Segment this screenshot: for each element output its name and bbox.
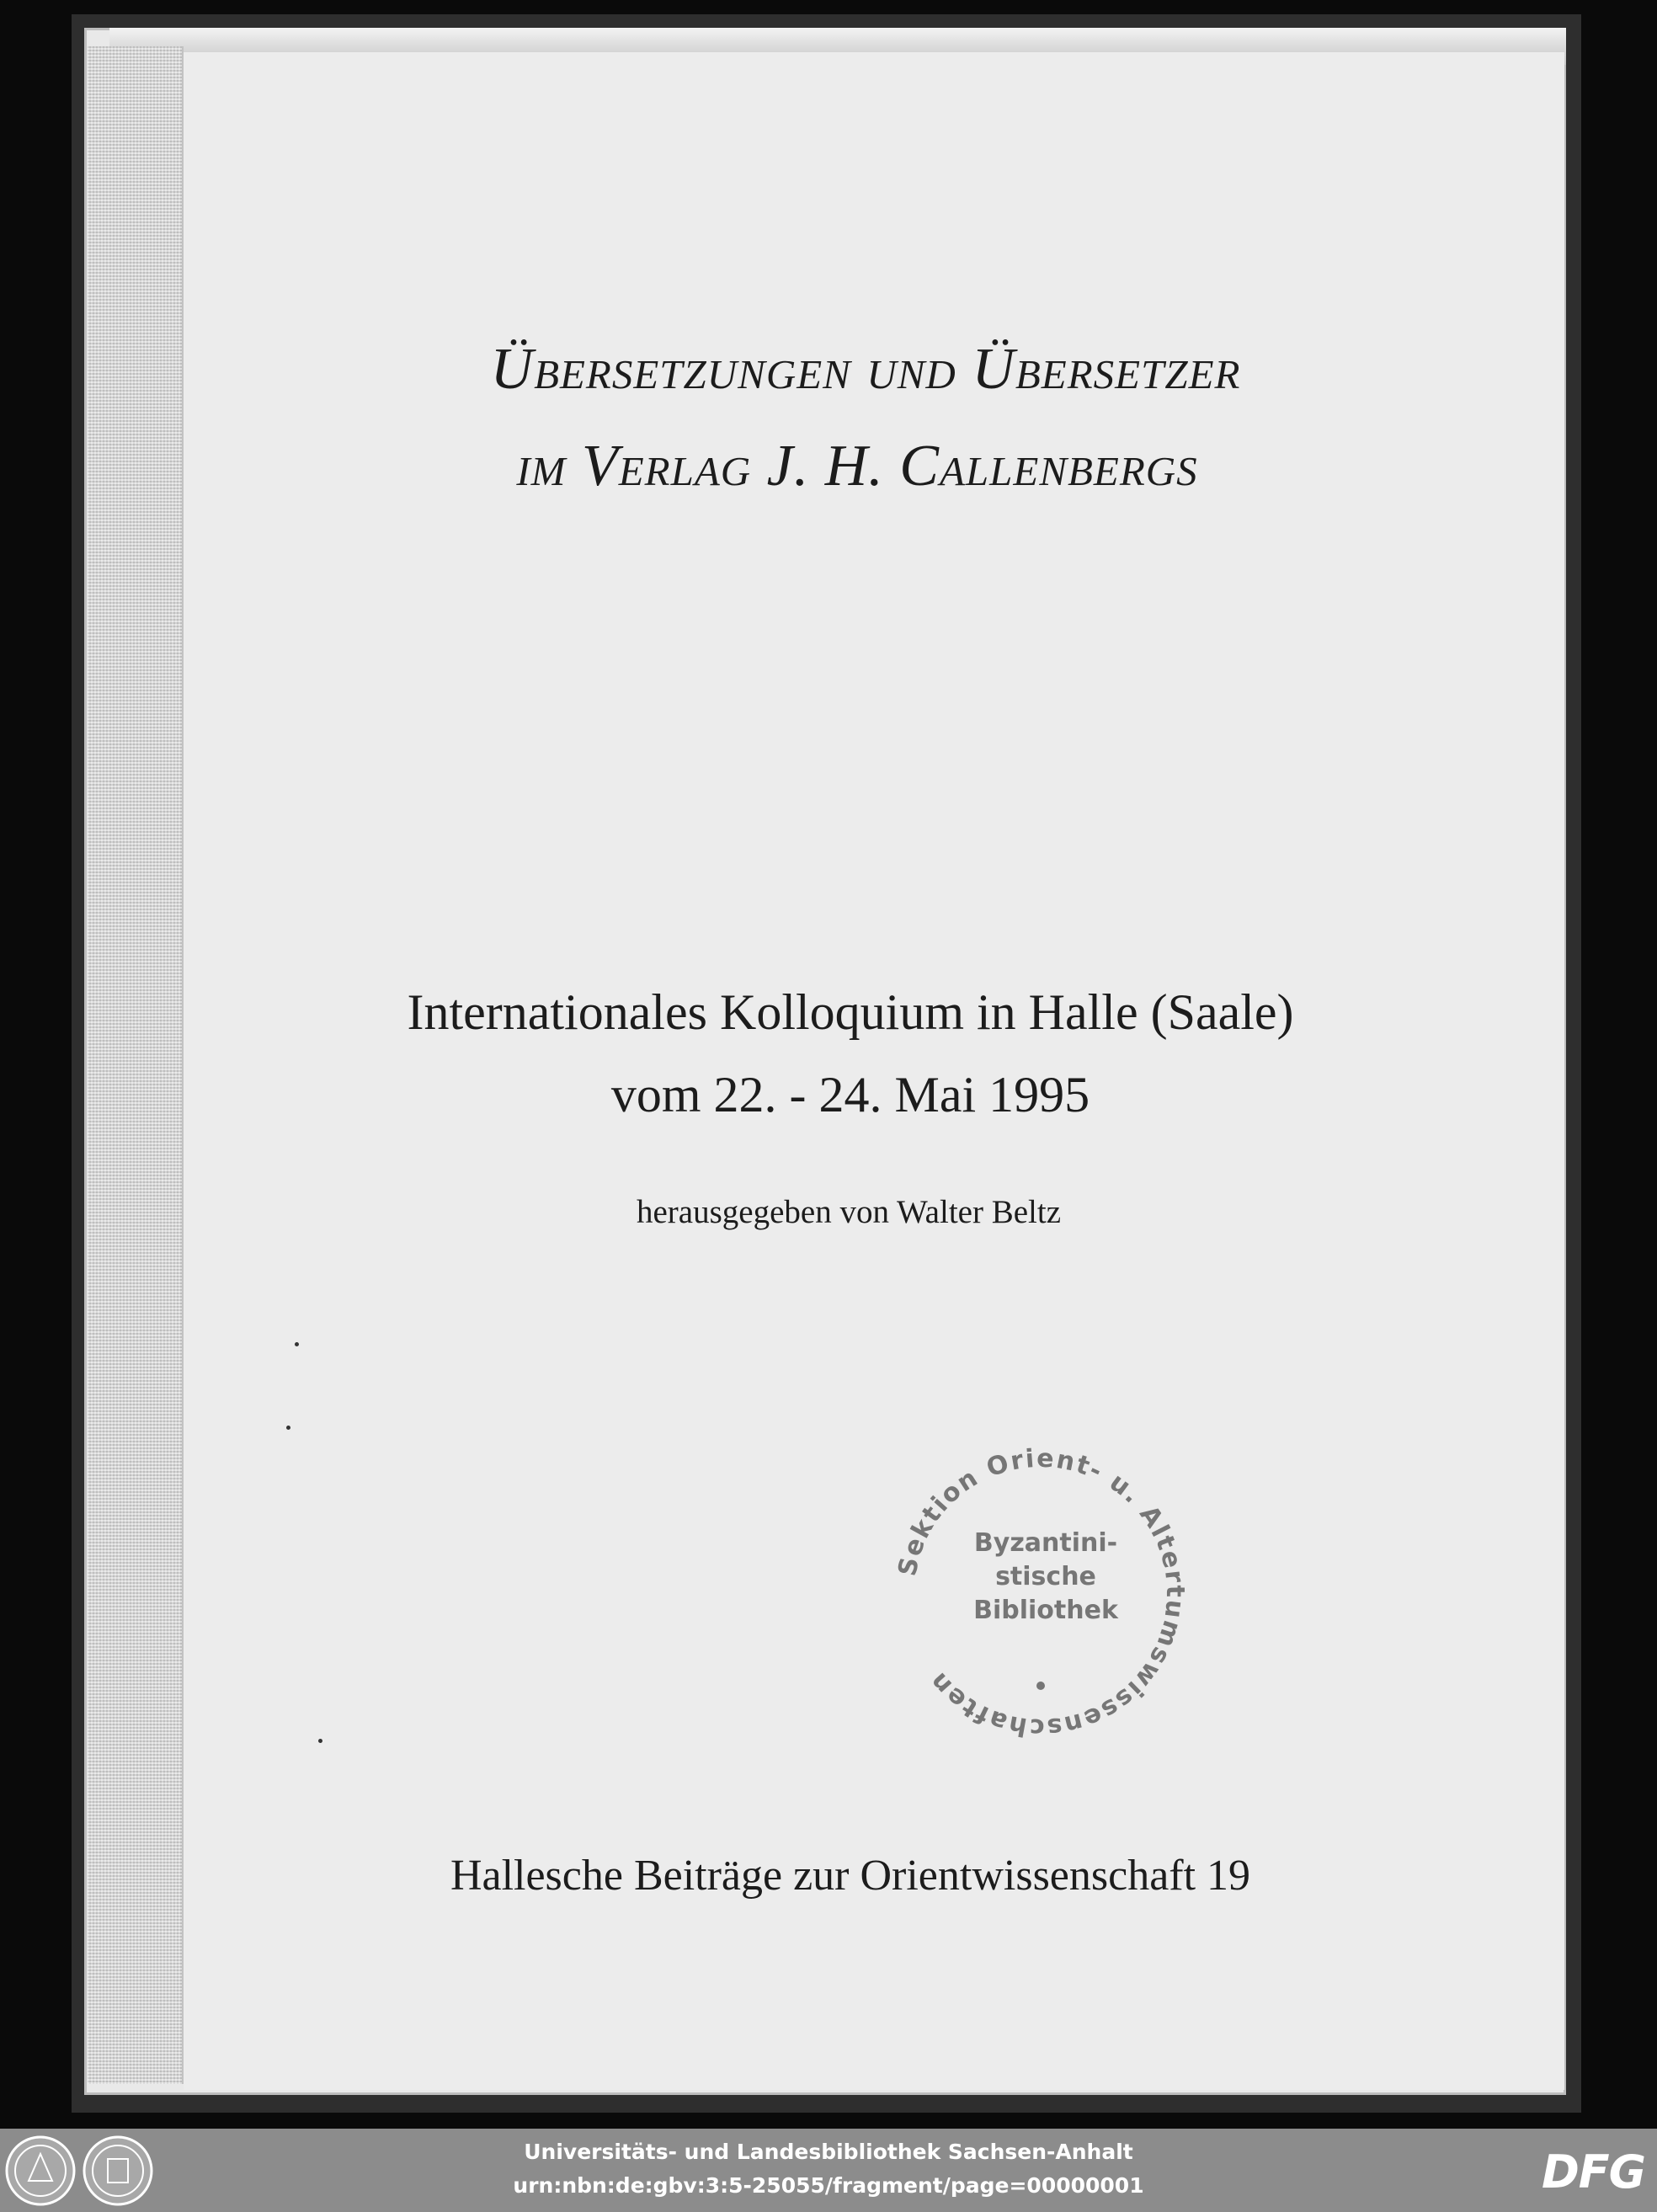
stamp-dot: [1036, 1682, 1045, 1690]
library-stamp: [881, 1433, 1201, 1753]
footer-urn: urn:nbn:de:gbv:3:5-25055/fragment/page=00000001: [513, 2173, 1144, 2198]
footer-bar: [0, 2129, 1657, 2212]
editor-line: herausgegeben von Walter Beltz: [636, 1194, 1062, 1230]
paper-speck: [295, 1342, 299, 1346]
stamp-center-line-2: stische: [995, 1562, 1096, 1591]
book-spine: [88, 46, 184, 2084]
series-line: Hallesche Beiträge zur Orientwissenschaft 19: [450, 1852, 1251, 1900]
stamp-center-line-3: Bibliothek: [973, 1596, 1118, 1625]
subtitle-line-2: vom 22. - 24. Mai 1995: [610, 1067, 1090, 1122]
footer-institution: Universitäts- und Landesbibliothek Sachsen-Anhalt: [524, 2140, 1133, 2164]
book-cover: [184, 52, 1564, 2090]
stamp-center-line-1: Byzantini-: [973, 1528, 1118, 1558]
dfg-logo: DFG: [1541, 2145, 1645, 2199]
title-line-2: im Verlag J. H. Callenbergs: [516, 434, 1198, 498]
stamp-ring-text: Sektion Orient- u. Altertumswissenschaften: [892, 1443, 1191, 1743]
subtitle-line-1: Internationales Kolloquium in Halle (Saale): [407, 984, 1294, 1040]
title-line-1: Übersetzungen und Übersetzer: [490, 337, 1241, 402]
paper-speck: [318, 1739, 322, 1743]
paper-speck: [286, 1426, 290, 1430]
